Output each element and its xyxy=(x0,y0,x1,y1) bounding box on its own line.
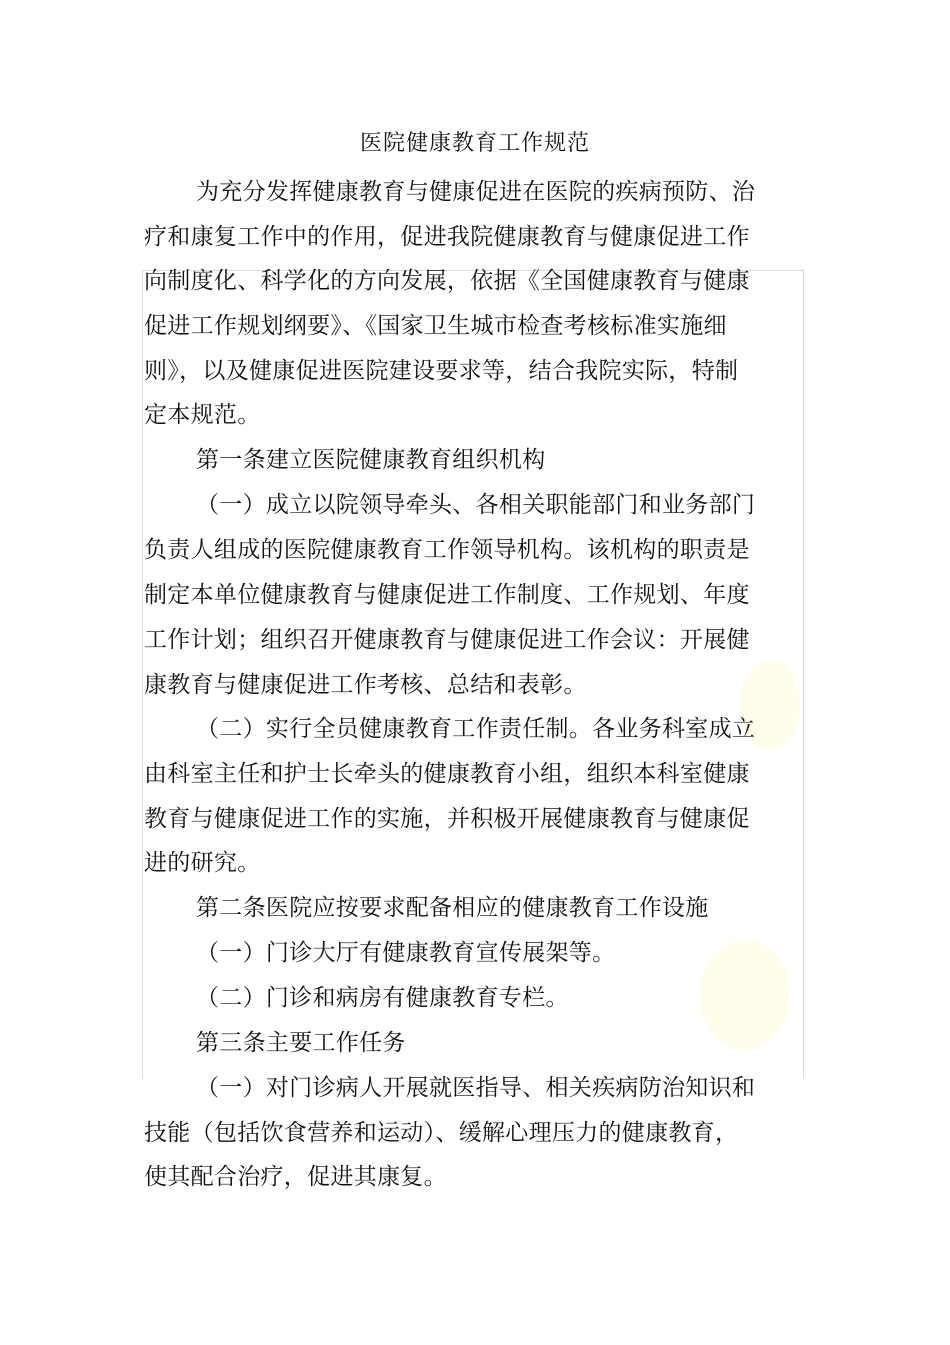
paragraph-line: 定本规范。 xyxy=(144,402,261,428)
paragraph-line: 制定本单位健康教育与健康促进工作制度、工作规划、年度 xyxy=(144,582,750,608)
section-heading: 第一条建立医院健康教育组织机构 xyxy=(196,447,546,473)
paper-stain xyxy=(700,940,790,1050)
paragraph-line: 康教育与健康促进工作考核、总结和表彰。 xyxy=(144,672,587,698)
paragraph-line: 疗和康复工作中的作用，促进我院健康教育与健康促进工作 xyxy=(144,224,750,250)
paragraph-line: （一）对门诊病人开展就医指导、相关疾病防治知识和 xyxy=(196,1075,756,1101)
paragraph-line: 教育与健康促进工作的实施，并积极开展健康教育与健康促 xyxy=(144,806,750,832)
frame-left-border xyxy=(142,270,143,1078)
paragraph-line: 负责人组成的医院健康教育工作领导机构。该机构的职责是 xyxy=(144,537,750,563)
paragraph-line: 工作计划；组织召开健康教育与健康促进工作会议：开展健 xyxy=(144,627,750,653)
paragraph-line: 技能（包括饮食营养和运动）、缓解心理压力的健康教育， xyxy=(144,1120,739,1146)
document-title: 医院健康教育工作规范 xyxy=(359,131,590,156)
paragraph-line: 促进工作规划纲要》、《国家卫生城市检查考核标准实施细 xyxy=(144,313,727,339)
paragraph-line: 使其配合治疗，促进其康复。 xyxy=(144,1164,447,1190)
paragraph-line: 为充分发挥健康教育与健康促进在医院的疾病预防、治 xyxy=(196,179,756,205)
paragraph-line: 向制度化、科学化的方向发展，依据《全国健康教育与健康 xyxy=(144,268,750,294)
paragraph-line: （二）门诊和病房有健康教育专栏。 xyxy=(196,985,569,1011)
paragraph-line: （二）实行全员健康教育工作责任制。各业务科室成立 xyxy=(196,716,756,742)
paragraph-line: 则》，以及健康促进医院建设要求等，结合我院实际，特制 xyxy=(144,358,739,384)
frame-right-border xyxy=(803,270,804,1078)
paragraph-line: 由科室主任和护士长牵头的健康教育小组，组织本科室健康 xyxy=(144,761,750,787)
paragraph-line: （一）门诊大厅有健康教育宣传展架等。 xyxy=(196,940,616,966)
paragraph-line: 进的研究。 xyxy=(144,850,261,876)
section-heading: 第三条主要工作任务 xyxy=(196,1030,406,1056)
paragraph-line: （一）成立以院领导牵头、各相关职能部门和业务部门 xyxy=(196,492,756,518)
section-heading: 第二条医院应按要求配备相应的健康教育工作设施 xyxy=(196,895,709,921)
